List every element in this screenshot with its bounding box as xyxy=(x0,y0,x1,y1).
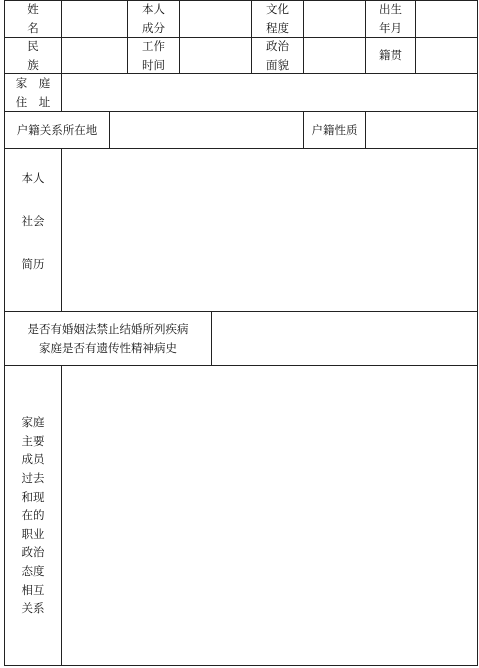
family-label-line9: 态度 xyxy=(21,563,45,578)
native-place-field[interactable] xyxy=(416,38,477,73)
family-label-line2: 主要 xyxy=(21,433,45,448)
disease-label-line1: 是否有婚姻法禁止结婚所列疾病 xyxy=(27,321,189,336)
resume-label-line2: 社会 xyxy=(21,214,45,228)
birth-label-line2: 年月 xyxy=(379,21,402,35)
family-label-line4: 过去 xyxy=(21,471,45,486)
resume-field[interactable] xyxy=(62,149,477,311)
name-label-text: 姓名 xyxy=(27,2,53,35)
disease-label-line2: 家庭是否有遗传性精神病史 xyxy=(39,340,177,355)
address-label-line1: 家 庭 xyxy=(15,75,51,90)
disease-label xyxy=(5,312,211,365)
composition-field[interactable] xyxy=(180,1,251,37)
rule-bottom xyxy=(4,665,478,666)
name-label xyxy=(5,1,61,37)
ethnicity-label-text: 民族 xyxy=(27,38,53,72)
family-label-line1: 家庭 xyxy=(21,415,45,430)
composition-label xyxy=(128,1,179,37)
birth-label xyxy=(366,1,415,37)
hukou-location-field[interactable] xyxy=(110,112,303,148)
registration-form xyxy=(4,0,478,666)
address-label xyxy=(5,74,61,111)
political-label-line2: 面貌 xyxy=(266,57,289,72)
rule-right xyxy=(477,0,478,666)
birth-label-line1: 出生 xyxy=(379,2,402,16)
work-time-label xyxy=(128,38,179,73)
work-time-field[interactable] xyxy=(180,38,251,73)
resume-label-line3: 简历 xyxy=(21,257,45,271)
political-label-line1: 政治 xyxy=(266,38,289,53)
work-time-label-line1: 工作 xyxy=(142,38,165,53)
family-label-line7: 职业 xyxy=(21,526,45,541)
education-label-line1: 文化 xyxy=(266,2,289,16)
hukou-type-field[interactable] xyxy=(366,112,477,148)
name-field[interactable] xyxy=(62,1,127,37)
political-label xyxy=(252,38,303,73)
disease-field[interactable] xyxy=(212,312,477,365)
resume-label-line1: 本人 xyxy=(21,171,45,185)
ethnicity-field[interactable] xyxy=(62,38,127,73)
family-label xyxy=(5,366,61,665)
political-field[interactable] xyxy=(304,38,365,73)
education-label-line2: 程度 xyxy=(266,21,289,35)
ethnicity-label xyxy=(5,38,61,73)
hukou-location-label xyxy=(5,112,109,148)
address-label-line2: 住 址 xyxy=(15,94,51,109)
composition-label-line1: 本人 xyxy=(142,2,165,16)
education-field[interactable] xyxy=(304,1,365,37)
family-field[interactable] xyxy=(62,366,477,665)
native-place-label xyxy=(366,38,415,73)
hukou-type-label-text: 户籍性质 xyxy=(311,122,358,137)
native-place-label-text: 籍贯 xyxy=(379,48,402,62)
family-label-line5: 和现 xyxy=(21,489,45,504)
hukou-location-label-text: 户籍关系所在地 xyxy=(16,122,98,137)
family-label-line6: 在的 xyxy=(21,508,45,523)
resume-label xyxy=(5,149,61,311)
family-label-line10: 相互 xyxy=(21,582,45,597)
address-field[interactable] xyxy=(62,74,477,111)
family-label-line11: 关系 xyxy=(21,601,45,616)
work-time-label-line2: 时间 xyxy=(142,57,165,72)
education-label xyxy=(252,1,303,37)
family-label-line8: 政治 xyxy=(21,545,45,560)
resume-label-stack xyxy=(22,169,45,274)
composition-label-line2: 成分 xyxy=(142,21,165,35)
hukou-type-label xyxy=(304,112,365,148)
birth-field[interactable] xyxy=(416,1,477,37)
family-label-line3: 成员 xyxy=(21,452,45,467)
